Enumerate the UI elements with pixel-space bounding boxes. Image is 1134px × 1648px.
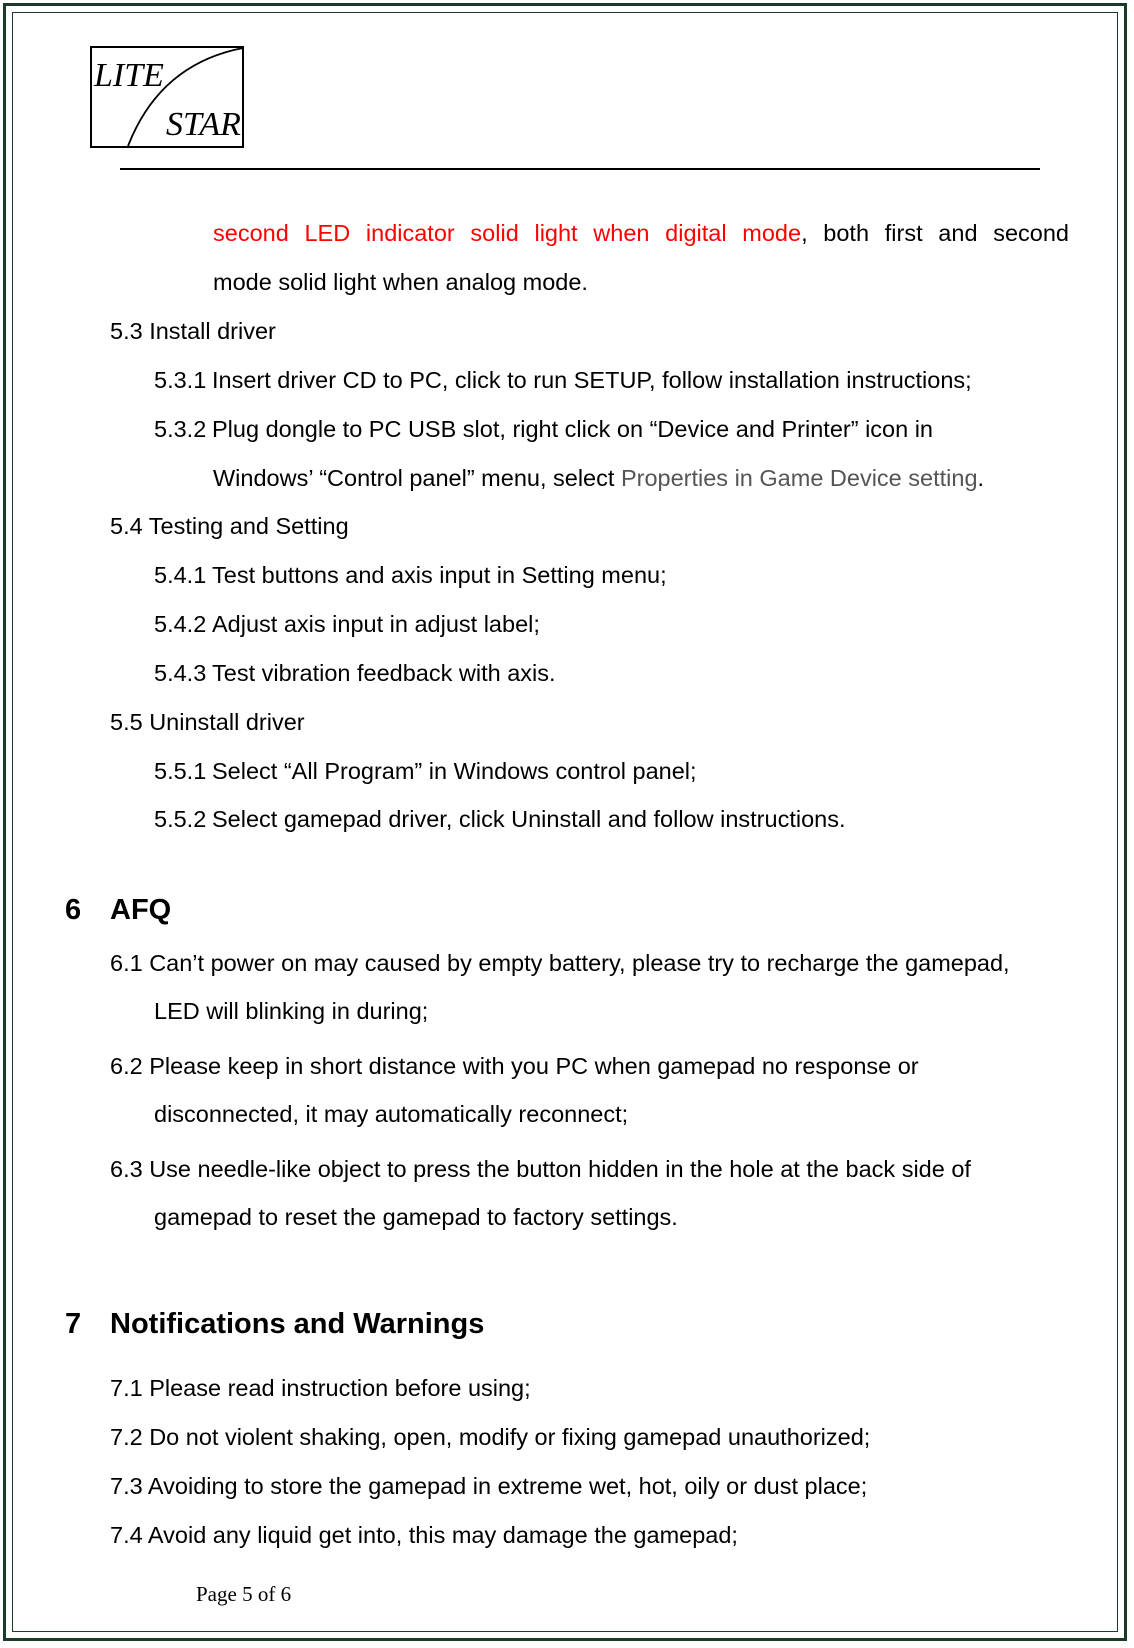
litestar-logo — [90, 46, 244, 148]
list-item-7-4: 7.4 Avoid any liquid get into, this may damage the gamepad; — [110, 1522, 738, 1548]
list-item-7-1: 7.1 Please read instruction before using; — [110, 1375, 531, 1401]
list-item-7-3: 7.3 Avoiding to store the gamepad in extreme wet, hot, oily or dust place; — [110, 1473, 868, 1499]
red-note: second LED indicator solid light when digital mode — [213, 220, 802, 246]
list-item-6-2: 6.2 Please keep in short distance with you PC when gamepad no response or — [110, 1053, 919, 1079]
header-rule — [120, 168, 1040, 170]
list-item-6-3-cont: gamepad to reset the gamepad to factory settings. — [154, 1204, 678, 1230]
section-7-heading: 7 Notifications and Warnings — [65, 1308, 485, 1340]
list-item-5-3-2-cont: Windows’ “Control panel” menu, select Properties in Game Device setting. — [213, 465, 985, 491]
section-5-4-heading: 5.4 Testing and Setting — [110, 513, 349, 539]
section-6-heading: 6 AFQ — [65, 894, 172, 926]
section-5-5-heading: 5.5 Uninstall driver — [110, 709, 305, 735]
list-item-6-2-cont: disconnected, it may automatically reconnect; — [154, 1101, 629, 1127]
continuation-line-1: second LED indicator solid light when digital mode, both first and second — [213, 220, 1069, 246]
list-item-5-4-1: 5.4.1 Test buttons and axis input in Setting menu; — [154, 562, 667, 588]
section-5-3-heading: 5.3 Install driver — [110, 318, 276, 344]
logo-text-lite: LITE — [94, 57, 164, 94]
list-item-5-4-2: 5.4.2 Adjust axis input in adjust label; — [154, 611, 540, 637]
list-item-5-3-2: 5.3.2 Plug dongle to PC USB slot, right click on “Device and Printer” icon in — [154, 416, 933, 442]
list-item-7-2: 7.2 Do not violent shaking, open, modify or fixing gamepad unauthorized; — [110, 1424, 871, 1450]
list-item-6-3: 6.3 Use needle-like object to press the button hidden in the hole at the back side of — [110, 1156, 971, 1182]
continuation-line-2: mode solid light when analog mode. — [213, 269, 588, 295]
list-item-5-5-2: 5.5.2 Select gamepad driver, click Uninstall and follow instructions. — [154, 806, 846, 832]
list-item-5-3-1: 5.3.1 Insert driver CD to PC, click to run SETUP, follow installation instructions; — [154, 367, 972, 393]
list-item-6-1-cont: LED will blinking in during; — [154, 998, 429, 1024]
list-item-5-5-1: 5.5.1 Select “All Program” in Windows control panel; — [154, 758, 697, 784]
list-item-5-4-3: 5.4.3 Test vibration feedback with axis. — [154, 660, 556, 686]
list-item-6-1: 6.1 Can’t power on may caused by empty battery, please try to recharge the gamepad, — [110, 950, 1010, 976]
page-number: Page 5 of 6 — [196, 1582, 292, 1606]
logo-text-star: STAR — [166, 106, 241, 143]
